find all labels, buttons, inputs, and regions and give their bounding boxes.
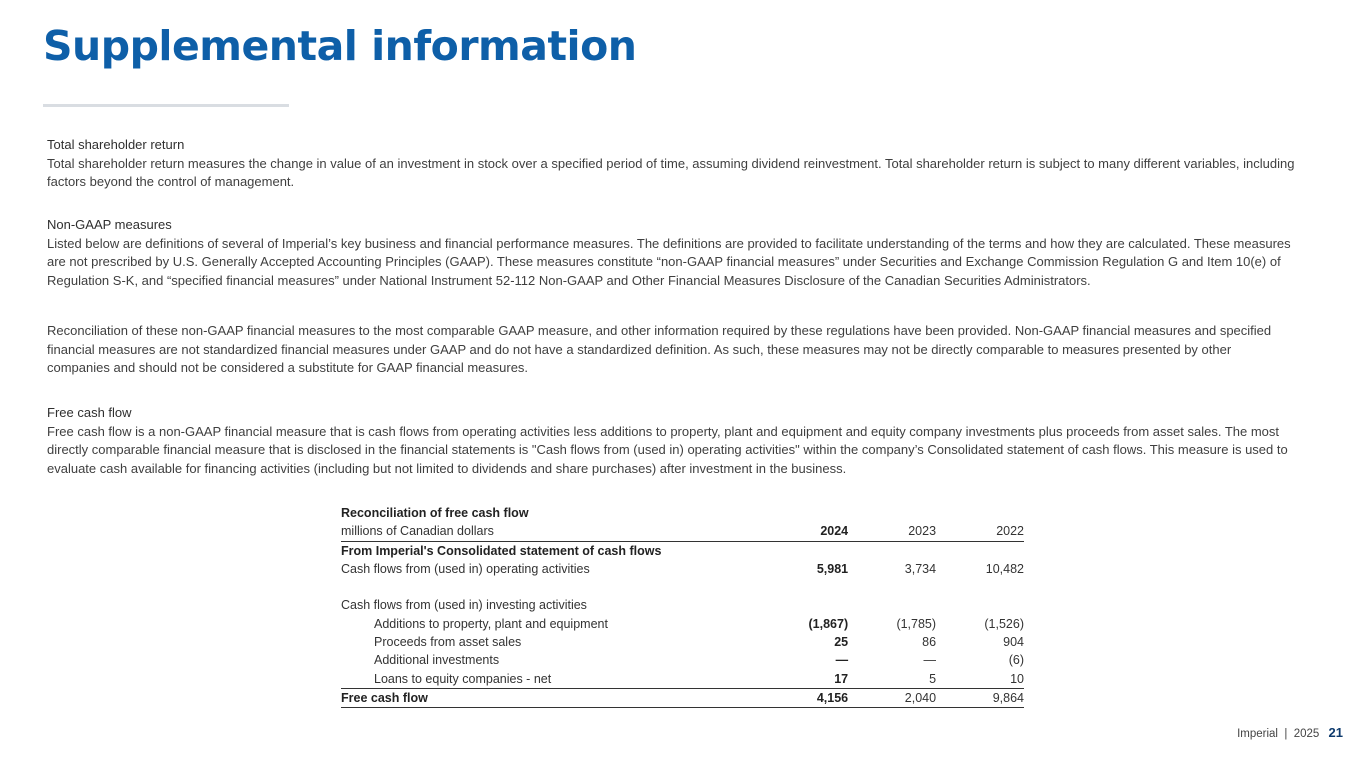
- cell-2024: 17: [834, 671, 849, 686]
- page-footer: [1237, 725, 1343, 740]
- table-units: millions of Canadian dollars: [341, 522, 762, 541]
- cell-2024: 5,981: [816, 562, 849, 577]
- section-non-gaap-measures: [47, 216, 1297, 290]
- section-body: Listed below are definitions of several of Imperial’s key business and financial performance measures. The definitions are provided to facilitate understanding of the terms and how they are calculated. These measures are not prescribed by U.S. Generally Accepted Accounting Principles (GAAP). These measures constitute “non-GAAP financial measures” under Securities and Exchange Commission Regulation G and Item 10(e) of Regulation S-K, and “specified financial measures” under National Instrument 52-112 Non-GAAP and Other Financial Measures Disclosure of the Canadian Securities Administrators.: [47, 235, 1291, 288]
- cell-2022: (1,526): [984, 616, 1024, 631]
- cell-2024: —: [835, 653, 849, 668]
- section-body: Total shareholder return measures the change in value of an investment in stock over a specified period of time, assuming dividend reinvestment. Total shareholder return is subject to many different variables, including factors beyond the control of management.: [47, 155, 1295, 189]
- table-total-row: [341, 688, 1024, 707]
- cell-2022: 904: [1003, 634, 1024, 649]
- cell-2024: (1,867): [808, 616, 849, 631]
- cell-2023: (1,785): [896, 616, 937, 631]
- table-row: [341, 651, 1024, 669]
- year-header-2024: 2024: [762, 522, 848, 541]
- year-header-2022: 2022: [936, 522, 1024, 541]
- cell-2023: 5: [929, 671, 937, 686]
- row-label: Proceeds from asset sales: [374, 634, 522, 649]
- table-title: Reconciliation of free cash flow: [341, 506, 529, 521]
- cell-2023: [848, 596, 936, 614]
- section-body: Reconciliation of these non-GAAP financial measures to the most comparable GAAP measure, and other information required by these regulations have been provided. Non-GAAP financial measures and specified financial measures are not standardized financial measures under GAAP and do not have a standardized definition. As such, these measures may not be directly comparable to measures presented by other companies and should not be considered a substitute for GAAP financial measures.: [47, 323, 1272, 375]
- footer-brand: Imperial | 2025: [1237, 728, 1320, 740]
- cell-2022: [936, 596, 1024, 614]
- cell-2022: (6): [1008, 653, 1024, 668]
- table-row: [341, 614, 1024, 632]
- total-2024: 4,156: [762, 688, 848, 707]
- cell-2024: 25: [834, 634, 849, 649]
- section-heading: Free cash flow: [47, 405, 132, 420]
- year-header-2023: 2023: [848, 522, 936, 541]
- row-label: Loans to equity companies - net: [374, 671, 552, 686]
- section-body: Free cash flow is a non-GAAP financial measure that is cash flows from operating activities less additions to property, plant and equipment and equity company investments plus proceeds from asset sales. The most directly comparable financial measure that is disclosed in the financial statements is "Cash flows from (used in) operating activities" within the company’s Consolidated statement of cash flows. This measure is used to evaluate cash available for financing activities (including but not limited to dividends and share purchases) after investment in the business.: [47, 423, 1288, 476]
- page-title: Supplemental information: [43, 22, 637, 70]
- table-header-row: [341, 522, 1024, 541]
- cell-2024: [762, 596, 848, 614]
- section-heading: Total shareholder return: [47, 137, 185, 152]
- total-label: Free cash flow: [341, 688, 762, 707]
- table-row: [341, 633, 1024, 651]
- cell-2023: 86: [922, 634, 937, 649]
- table-spacer-row: [341, 578, 1024, 596]
- total-2022: 9,864: [936, 688, 1024, 707]
- section-total-shareholder-return: [47, 136, 1297, 192]
- title-divider: [43, 104, 289, 107]
- table-subheading: From Imperial's Consolidated statement of cash flows: [341, 543, 662, 558]
- row-label: Additions to property, plant and equipment: [374, 616, 608, 631]
- free-cash-flow-reconciliation-table: [341, 504, 1024, 708]
- page-number: 21: [1328, 725, 1343, 740]
- row-label: Additional investments: [374, 653, 500, 668]
- section-heading: Non-GAAP measures: [47, 217, 172, 232]
- cell-2023: 3,734: [904, 562, 937, 577]
- table-row: [341, 596, 1024, 614]
- row-label: Cash flows from (used in) operating activities: [341, 562, 590, 577]
- table-title-row: [341, 504, 1024, 522]
- table-subheading-row: [341, 541, 1024, 560]
- table-row: [341, 560, 1024, 578]
- cell-2023: —: [923, 653, 937, 668]
- section-free-cash-flow: [47, 404, 1297, 478]
- section-non-gaap-reconciliation: [47, 322, 1297, 378]
- total-2023: 2,040: [848, 688, 936, 707]
- row-label: Cash flows from (used in) investing activities: [341, 598, 587, 613]
- table-row: [341, 669, 1024, 688]
- cell-2022: 10: [1010, 671, 1024, 686]
- cell-2022: 10,482: [985, 562, 1024, 577]
